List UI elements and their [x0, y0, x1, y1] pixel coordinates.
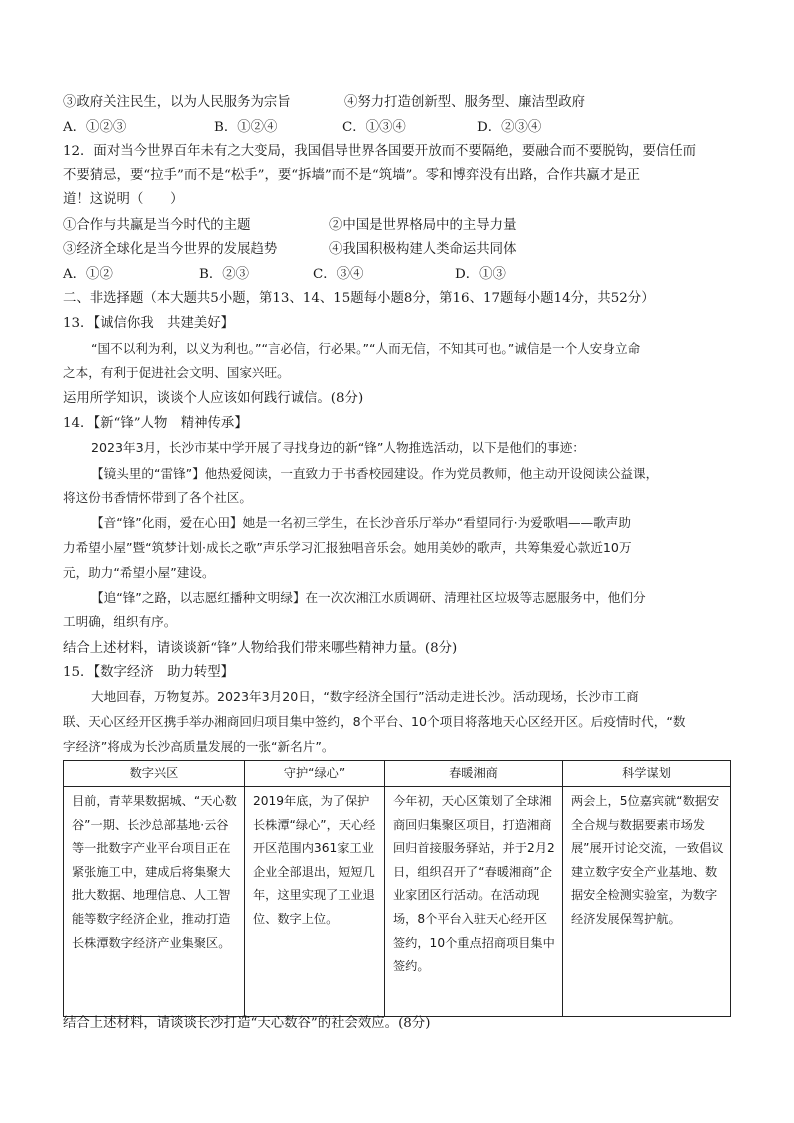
q11-option-c[interactable]: C．①③④	[342, 120, 406, 135]
q15-info-table	[63, 760, 731, 1017]
q14-material-line-5: 力希望小屋”暨“筑梦计划·成长之歌”声乐学习汇报独唱音乐会。她用美妙的歌声，共筹集爱心款近10万	[63, 540, 632, 555]
q12-option-c[interactable]: C．③④	[313, 267, 364, 282]
table-cell-green-heart: 2019年底，为了保护长株潭“绿心”，天心经开区范围内361家工业企业全部退出，短短几年，这里实现了工业退位、数字上位。	[245, 787, 385, 1017]
q14-material-line-8: 工明确，组织有序。	[63, 614, 177, 629]
q11-option-a[interactable]: A．①②③	[63, 120, 127, 135]
q13-material-line-1: “国不以利为利，以义为利也。”“言必信，行必果。”“人而无信，不知其可也。”诚信是一个人安身立命	[91, 341, 641, 356]
q13-question: 运用所学知识，谈谈个人应该如何践行诚信。(8分)	[63, 391, 364, 406]
q14-material-line-7: 【追“锋”之路，以志愿红播种文明绿】在一次次湘江水质调研、清理社区垃圾等志愿服务中，他们分	[91, 590, 646, 605]
q12-item-4: ④我国积极构建人类命运共同体	[329, 242, 517, 257]
q15-title: 15．【数字经济 助力转型】	[63, 665, 235, 680]
q15-material-line-2: 联、天心区经开区携手举办湘商回归项目集中签约，8个平台、10个项目将落地天心区经开区。后疫情时代，“数	[63, 714, 686, 729]
table-header-digital-district: 数字兴区	[64, 761, 245, 787]
table-cell-scientific-planning: 两会上，5位嘉宾就“数据安全合规与数据要素市场发展”展开讨论交流，一致倡议建立数字安全产业基地、数据安全检测实验室，为数字经济发展保驾护航。	[563, 787, 731, 1017]
q11-item-4: ④努力打造创新型、服务型、廉洁型政府	[344, 95, 586, 110]
table-header-hunan-merchants: 春暖湘商	[385, 761, 563, 787]
q12-item-1: ①合作与共赢是当今时代的主题	[63, 218, 251, 233]
q14-material-line-6: 元，助力“希望小屋”建设。	[63, 565, 215, 580]
table-cell-hunan-merchants: 今年初，天心区策划了全球湘商回归集聚区项目，打造湘商回归首接服务驿站，并于2月2日，组织召开了“春暖湘商”企业家团区行活动。在活动现场，8个平台入驻天心经开区签约，10个重点招商项目集中签约。	[385, 787, 563, 1017]
q11-item-3: ③政府关注民生，以为人民服务为宗旨	[63, 95, 291, 110]
q12-item-3: ③经济全球化是当今世界的发展趋势	[63, 242, 278, 257]
q15-material-line-3: 字经济”将成为长沙高质量发展的一张“新名片”。	[63, 739, 335, 754]
section-heading: 二、非选择题（本大题共5小题，第13、14、15题每小题8分，第16、17题每小题14分，共52分）	[63, 291, 655, 306]
q12-option-b[interactable]: B．②③	[199, 267, 250, 282]
table-header-green-heart: 守护“绿心”	[245, 761, 385, 787]
q13-material-line-2: 之本，有利于促进社会文明、国家兴旺。	[63, 365, 290, 380]
q12-item-2: ②中国是世界格局中的主导力量	[329, 218, 517, 233]
q12-option-d[interactable]: D．①③	[455, 267, 506, 282]
q14-material-line-4: 【音“锋”化雨，爱在心田】她是一名初三学生，在长沙音乐厅举办“看望同行·为爱歌唱——歌声助	[91, 515, 631, 530]
q13-title: 13．【诚信你我 共建美好】	[63, 316, 235, 331]
q14-material-line-3: 将这份书香情怀带到了各个社区。	[63, 490, 252, 505]
q14-material-line-2: 【镜头里的“雷锋”】他热爱阅读，一直致力于书香校园建设。作为党员教师，他主动开设阅读公益课，	[91, 466, 659, 481]
q12-stem-line-1: 12．面对当今世界百年未有之大变局，我国倡导世界各国要开放而不要隔绝，要融合而不要脱钩，要信任而	[63, 144, 697, 159]
q12-stem-line-2: 不要猜忌，要“拉手”而不是“松手”，要“拆墙”而不是“筑墙”。零和博弈没有出路，合作共赢才是正	[63, 168, 640, 183]
q15-material-line-1: 大地回春，万物复苏。2023年3月20日，“数字经济全国行”活动走进长沙。活动现场，长沙市工商	[91, 689, 639, 704]
q12-stem-line-3: 道！这说明（ ）	[63, 192, 184, 207]
q11-option-b[interactable]: B．①②④	[214, 120, 278, 135]
q11-option-d[interactable]: D．②③④	[477, 120, 542, 135]
q12-option-a[interactable]: A．①②	[63, 267, 113, 282]
table-header-scientific-planning: 科学谋划	[563, 761, 731, 787]
table-cell-digital-district: 目前，青苹果数据城、“天心数谷”一期、长沙总部基地·云谷等一批数字产业平台项目正在紧张施工中，建成后将集聚大批大数据、地理信息、人工智能等数字经济企业，推动打造长株潭数字经济产业集聚区。	[64, 787, 245, 1017]
q14-material-line-1: 2023年3月，长沙市某中学开展了寻找身边的新“锋”人物推选活动，以下是他们的事迹：	[91, 440, 585, 455]
table-row	[64, 787, 731, 1017]
q14-title: 14．【新“锋”人物 精神传承】	[63, 416, 248, 431]
q15-question: 结合上述材料，请谈谈长沙打造“天心数谷”的社会效应。(8分)	[63, 1016, 431, 1031]
q14-question: 结合上述材料，请谈谈新“锋”人物给我们带来哪些精神力量。(8分)	[63, 641, 458, 656]
